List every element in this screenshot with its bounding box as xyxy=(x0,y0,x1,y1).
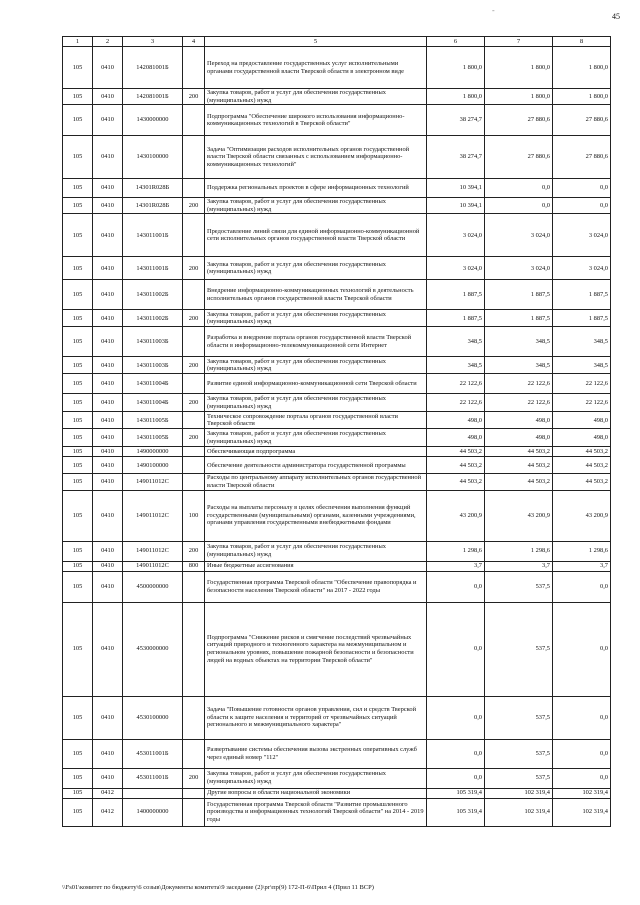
amount-year-2: 537,5 xyxy=(485,768,553,788)
target-article-code: 149011012С xyxy=(123,561,183,571)
table-row xyxy=(63,788,611,798)
grbs-code: 105 xyxy=(63,739,93,768)
amount-year-3: 0,0 xyxy=(553,739,611,768)
amount-year-1: 348,5 xyxy=(427,327,485,357)
target-article-code: 143011002Б xyxy=(123,310,183,327)
expense-type-code xyxy=(183,602,205,696)
amount-year-2: 1 298,6 xyxy=(485,541,553,561)
table-row xyxy=(63,374,611,394)
grbs-code: 105 xyxy=(63,561,93,571)
target-article-code: 1430000000 xyxy=(123,105,183,136)
amount-year-3: 498,0 xyxy=(553,412,611,429)
amount-year-1: 1 800,0 xyxy=(427,89,485,105)
expense-type-code: 100 xyxy=(183,490,205,541)
amount-year-2: 537,5 xyxy=(485,571,553,602)
target-article-code: 143011004Б xyxy=(123,394,183,412)
amount-year-3: 102 319,4 xyxy=(553,788,611,798)
target-article-code: 142081001Б xyxy=(123,89,183,105)
item-name: Предоставление линий связи для единой информационно-коммуникационной сети исполнительных органов государственной власти Тверской области xyxy=(205,214,427,257)
grbs-code: 105 xyxy=(63,490,93,541)
expense-type-code: 200 xyxy=(183,357,205,374)
table-body xyxy=(63,47,611,827)
table-row xyxy=(63,280,611,310)
amount-year-3: 348,5 xyxy=(553,357,611,374)
amount-year-2: 0,0 xyxy=(485,198,553,214)
section-code: 0410 xyxy=(93,602,123,696)
amount-year-1: 1 887,5 xyxy=(427,310,485,327)
table-row xyxy=(63,429,611,447)
page-number: 45 xyxy=(612,12,620,21)
amount-year-1: 38 274,7 xyxy=(427,136,485,179)
section-code: 0410 xyxy=(93,357,123,374)
table-row xyxy=(63,394,611,412)
footer-file-path: \\Fs01\комитет по бюджету\6 созыв\Документы комитета\9 заседание (2)\рг\пр(9) 172-П-6\Прил 4 (Прил 11 ВСР) xyxy=(62,884,374,891)
expense-type-code xyxy=(183,798,205,826)
target-article-code: 453011001Б xyxy=(123,739,183,768)
amount-year-2: 3 024,0 xyxy=(485,257,553,280)
column-header: 6 xyxy=(427,37,485,47)
table-row xyxy=(63,310,611,327)
amount-year-3: 1 887,5 xyxy=(553,310,611,327)
target-article-code: 453011001Б xyxy=(123,768,183,788)
amount-year-2: 3,7 xyxy=(485,561,553,571)
amount-year-3: 44 503,2 xyxy=(553,457,611,474)
amount-year-2: 537,5 xyxy=(485,739,553,768)
amount-year-3: 0,0 xyxy=(553,602,611,696)
grbs-code: 105 xyxy=(63,357,93,374)
amount-year-3: 0,0 xyxy=(553,696,611,739)
item-name: Обеспечение деятельности администратора государственной программы xyxy=(205,457,427,474)
section-code: 0410 xyxy=(93,394,123,412)
grbs-code: 105 xyxy=(63,327,93,357)
target-article-code: 4530000000 xyxy=(123,602,183,696)
item-name: Закупка товаров, работ и услуг для обеспечения государственных (муниципальных) нужд xyxy=(205,768,427,788)
section-code: 0410 xyxy=(93,89,123,105)
grbs-code: 105 xyxy=(63,457,93,474)
target-article-code: 143011004Б xyxy=(123,374,183,394)
section-code: 0410 xyxy=(93,490,123,541)
amount-year-3: 1 887,5 xyxy=(553,280,611,310)
grbs-code: 105 xyxy=(63,447,93,457)
expense-type-code: 200 xyxy=(183,429,205,447)
section-code: 0410 xyxy=(93,561,123,571)
table-row xyxy=(63,89,611,105)
amount-year-1: 38 274,7 xyxy=(427,105,485,136)
expense-type-code xyxy=(183,179,205,198)
column-header: 7 xyxy=(485,37,553,47)
amount-year-2: 44 503,2 xyxy=(485,474,553,490)
target-article-code: 1490000000 xyxy=(123,447,183,457)
amount-year-1: 0,0 xyxy=(427,768,485,788)
expense-type-code xyxy=(183,47,205,89)
amount-year-1: 3 024,0 xyxy=(427,257,485,280)
amount-year-2: 43 200,9 xyxy=(485,490,553,541)
item-name: Расходы по центральному аппарату исполнительных органов государственной власти Тверской области xyxy=(205,474,427,490)
section-code: 0410 xyxy=(93,327,123,357)
amount-year-1: 3 024,0 xyxy=(427,214,485,257)
target-article-code: 1490100000 xyxy=(123,457,183,474)
table-row xyxy=(63,561,611,571)
item-name: Задача "Оптимизация расходов исполнительных органов государственной власти Тверской области связанных с использованием информационно-коммуникационных технологий" xyxy=(205,136,427,179)
grbs-code: 105 xyxy=(63,136,93,179)
table-row xyxy=(63,696,611,739)
amount-year-2: 1 800,0 xyxy=(485,47,553,89)
section-code: 0410 xyxy=(93,179,123,198)
expense-type-code xyxy=(183,105,205,136)
expense-type-code xyxy=(183,447,205,457)
section-code: 0410 xyxy=(93,47,123,89)
target-article-code: 143011003Б xyxy=(123,327,183,357)
section-code: 0410 xyxy=(93,280,123,310)
amount-year-2: 102 319,4 xyxy=(485,788,553,798)
amount-year-3: 0,0 xyxy=(553,198,611,214)
amount-year-1: 0,0 xyxy=(427,739,485,768)
amount-year-1: 44 503,2 xyxy=(427,474,485,490)
section-code: 0410 xyxy=(93,447,123,457)
table-row xyxy=(63,179,611,198)
amount-year-2: 22 122,6 xyxy=(485,374,553,394)
amount-year-3: 498,0 xyxy=(553,429,611,447)
amount-year-3: 0,0 xyxy=(553,179,611,198)
amount-year-2: 27 880,6 xyxy=(485,105,553,136)
amount-year-1: 0,0 xyxy=(427,571,485,602)
table-row xyxy=(63,447,611,457)
amount-year-1: 22 122,6 xyxy=(427,394,485,412)
section-code: 0410 xyxy=(93,429,123,447)
amount-year-1: 105 319,4 xyxy=(427,788,485,798)
scan-mark: - xyxy=(492,6,495,15)
column-header: 3 xyxy=(123,37,183,47)
target-article-code: 149011012С xyxy=(123,541,183,561)
item-name: Государственная программа Тверской области "Развитие промышленного производства и информационных технологий Тверской области" на 2014 - 2019 годы xyxy=(205,798,427,826)
grbs-code: 105 xyxy=(63,257,93,280)
column-header: 1 xyxy=(63,37,93,47)
item-name: Закупка товаров, работ и услуг для обеспечения государственных (муниципальных) нужд xyxy=(205,357,427,374)
amount-year-2: 537,5 xyxy=(485,602,553,696)
amount-year-3: 0,0 xyxy=(553,571,611,602)
expense-type-code xyxy=(183,374,205,394)
amount-year-1: 0,0 xyxy=(427,696,485,739)
expense-type-code: 200 xyxy=(183,257,205,280)
item-name: Закупка товаров, работ и услуг для обеспечения государственных (муниципальных) нужд xyxy=(205,257,427,280)
amount-year-3: 1 298,6 xyxy=(553,541,611,561)
grbs-code: 105 xyxy=(63,571,93,602)
amount-year-1: 44 503,2 xyxy=(427,457,485,474)
amount-year-3: 0,0 xyxy=(553,768,611,788)
grbs-code: 105 xyxy=(63,768,93,788)
amount-year-2: 22 122,6 xyxy=(485,394,553,412)
column-header: 2 xyxy=(93,37,123,47)
expense-type-code xyxy=(183,136,205,179)
expense-type-code xyxy=(183,696,205,739)
item-name: Закупка товаров, работ и услуг для обеспечения государственных (муниципальных) нужд xyxy=(205,198,427,214)
section-code: 0410 xyxy=(93,541,123,561)
amount-year-3: 22 122,6 xyxy=(553,374,611,394)
item-name: Закупка товаров, работ и услуг для обеспечения государственных (муниципальных) нужд xyxy=(205,89,427,105)
grbs-code: 105 xyxy=(63,412,93,429)
amount-year-3: 3,7 xyxy=(553,561,611,571)
expense-type-code: 200 xyxy=(183,310,205,327)
amount-year-2: 44 503,2 xyxy=(485,447,553,457)
amount-year-3: 43 200,9 xyxy=(553,490,611,541)
amount-year-3: 1 800,0 xyxy=(553,89,611,105)
section-code: 0410 xyxy=(93,136,123,179)
grbs-code: 105 xyxy=(63,602,93,696)
target-article-code: 142081001Б xyxy=(123,47,183,89)
grbs-code: 105 xyxy=(63,788,93,798)
section-code: 0410 xyxy=(93,214,123,257)
table-row xyxy=(63,136,611,179)
grbs-code: 105 xyxy=(63,105,93,136)
target-article-code: 149011012С xyxy=(123,490,183,541)
target-article-code: 143011005Б xyxy=(123,412,183,429)
amount-year-2: 1 887,5 xyxy=(485,280,553,310)
item-name: Другие вопросы в области национальной экономики xyxy=(205,788,427,798)
amount-year-1: 10 394,1 xyxy=(427,179,485,198)
amount-year-1: 1 887,5 xyxy=(427,280,485,310)
section-code: 0410 xyxy=(93,198,123,214)
section-code: 0410 xyxy=(93,105,123,136)
target-article-code xyxy=(123,788,183,798)
section-code: 0410 xyxy=(93,474,123,490)
amount-year-2: 348,5 xyxy=(485,327,553,357)
item-name: Расходы на выплаты персоналу в целях обеспечения выполнения функций государственными (муниципальными) органами, казенными учреждениями, органами управления государственными внебюджетными фондами xyxy=(205,490,427,541)
target-article-code: 143011001Б xyxy=(123,214,183,257)
item-name: Внедрение информационно-коммуникационных технологий в деятельность исполнительных органов государственной власти Тверской области xyxy=(205,280,427,310)
grbs-code: 105 xyxy=(63,474,93,490)
expense-type-code xyxy=(183,788,205,798)
grbs-code: 105 xyxy=(63,696,93,739)
section-code: 0410 xyxy=(93,457,123,474)
table-row xyxy=(63,474,611,490)
amount-year-2: 3 024,0 xyxy=(485,214,553,257)
table-row xyxy=(63,768,611,788)
amount-year-3: 348,5 xyxy=(553,327,611,357)
expense-type-code: 800 xyxy=(183,561,205,571)
amount-year-3: 3 024,0 xyxy=(553,257,611,280)
grbs-code: 105 xyxy=(63,47,93,89)
amount-year-3: 27 880,6 xyxy=(553,136,611,179)
item-name: Техническое сопровождение портала органов государственной власти Тверской области xyxy=(205,412,427,429)
amount-year-3: 22 122,6 xyxy=(553,394,611,412)
amount-year-1: 44 503,2 xyxy=(427,447,485,457)
item-name: Закупка товаров, работ и услуг для обеспечения государственных (муниципальных) нужд xyxy=(205,394,427,412)
amount-year-1: 105 319,4 xyxy=(427,798,485,826)
section-code: 0410 xyxy=(93,412,123,429)
section-code: 0410 xyxy=(93,696,123,739)
table-row xyxy=(63,739,611,768)
table-row xyxy=(63,47,611,89)
section-code: 0412 xyxy=(93,798,123,826)
item-name: Иные бюджетные ассигнования xyxy=(205,561,427,571)
table-row xyxy=(63,798,611,826)
amount-year-1: 3,7 xyxy=(427,561,485,571)
expense-type-code: 200 xyxy=(183,394,205,412)
amount-year-3: 44 503,2 xyxy=(553,474,611,490)
table-row xyxy=(63,198,611,214)
grbs-code: 105 xyxy=(63,798,93,826)
section-code: 0410 xyxy=(93,571,123,602)
grbs-code: 105 xyxy=(63,541,93,561)
amount-year-1: 10 394,1 xyxy=(427,198,485,214)
target-article-code: 1430100000 xyxy=(123,136,183,179)
column-header: 5 xyxy=(205,37,427,47)
item-name: Поддержка региональных проектов в сфере информационных технологий xyxy=(205,179,427,198)
amount-year-3: 3 024,0 xyxy=(553,214,611,257)
expense-type-code xyxy=(183,280,205,310)
target-article-code: 14301R028Б xyxy=(123,198,183,214)
item-name: Разработка и внедрение портала органов государственной власти Тверской области в информационно-телекоммуникационной сети Интернет xyxy=(205,327,427,357)
column-header: 8 xyxy=(553,37,611,47)
expense-type-code xyxy=(183,214,205,257)
target-article-code: 149011012С xyxy=(123,474,183,490)
target-article-code: 1400000000 xyxy=(123,798,183,826)
amount-year-1: 43 200,9 xyxy=(427,490,485,541)
amount-year-2: 498,0 xyxy=(485,412,553,429)
expense-type-code: 200 xyxy=(183,89,205,105)
grbs-code: 105 xyxy=(63,394,93,412)
grbs-code: 105 xyxy=(63,214,93,257)
column-header: 4 xyxy=(183,37,205,47)
table-row xyxy=(63,327,611,357)
item-name: Закупка товаров, работ и услуг для обеспечения государственных (муниципальных) нужд xyxy=(205,310,427,327)
amount-year-2: 498,0 xyxy=(485,429,553,447)
expense-type-code: 200 xyxy=(183,768,205,788)
table-row xyxy=(63,457,611,474)
table-row xyxy=(63,257,611,280)
table-row xyxy=(63,412,611,429)
target-article-code: 4500000000 xyxy=(123,571,183,602)
section-code: 0410 xyxy=(93,257,123,280)
table-row xyxy=(63,357,611,374)
grbs-code: 105 xyxy=(63,198,93,214)
item-name: Развертывание системы обеспечения вызова экстренных оперативных служб через единый номер "112" xyxy=(205,739,427,768)
item-name: Закупка товаров, работ и услуг для обеспечения государственных (муниципальных) нужд xyxy=(205,429,427,447)
table-row xyxy=(63,214,611,257)
item-name: Закупка товаров, работ и услуг для обеспечения государственных (муниципальных) нужд xyxy=(205,541,427,561)
grbs-code: 105 xyxy=(63,429,93,447)
item-name: Задача "Повышение готовности органов управления, сил и средств Тверской области к защите населения и территорий от чрезвычайных ситуаций регионального и межмуниципального характера" xyxy=(205,696,427,739)
expense-type-code xyxy=(183,327,205,357)
item-name: Подпрограмма "Снижение рисков и смягчение последствий чрезвычайных ситуаций природного и техногенного характера на межмуниципальном и региональном уровнях, повышение пожарной безопасности и безопасности людей на водных объектах на территории Тверской области" xyxy=(205,602,427,696)
target-article-code: 143011003Б xyxy=(123,357,183,374)
section-code: 0410 xyxy=(93,768,123,788)
amount-year-1: 22 122,6 xyxy=(427,374,485,394)
table-row xyxy=(63,571,611,602)
amount-year-1: 498,0 xyxy=(427,412,485,429)
section-code: 0410 xyxy=(93,739,123,768)
item-name: Обеспечивающая подпрограмма xyxy=(205,447,427,457)
budget-table xyxy=(62,36,611,827)
amount-year-3: 1 800,0 xyxy=(553,47,611,89)
target-article-code: 4530100000 xyxy=(123,696,183,739)
table-row xyxy=(63,105,611,136)
amount-year-2: 1 887,5 xyxy=(485,310,553,327)
amount-year-2: 1 800,0 xyxy=(485,89,553,105)
grbs-code: 105 xyxy=(63,179,93,198)
item-name: Государственная программа Тверской области "Обеспечение правопорядка и безопасности населения Тверской области" на 2017 - 2022 годы xyxy=(205,571,427,602)
amount-year-1: 348,5 xyxy=(427,357,485,374)
expense-type-code xyxy=(183,412,205,429)
grbs-code: 105 xyxy=(63,374,93,394)
amount-year-2: 537,5 xyxy=(485,696,553,739)
expense-type-code: 200 xyxy=(183,541,205,561)
amount-year-2: 0,0 xyxy=(485,179,553,198)
table-row xyxy=(63,602,611,696)
amount-year-1: 0,0 xyxy=(427,602,485,696)
amount-year-1: 1 298,6 xyxy=(427,541,485,561)
amount-year-3: 102 319,4 xyxy=(553,798,611,826)
amount-year-2: 348,5 xyxy=(485,357,553,374)
expense-type-code xyxy=(183,457,205,474)
expense-type-code xyxy=(183,474,205,490)
target-article-code: 143011001Б xyxy=(123,257,183,280)
amount-year-1: 498,0 xyxy=(427,429,485,447)
header-row xyxy=(63,37,611,47)
grbs-code: 105 xyxy=(63,280,93,310)
amount-year-1: 1 800,0 xyxy=(427,47,485,89)
target-article-code: 143011002Б xyxy=(123,280,183,310)
amount-year-2: 27 880,6 xyxy=(485,136,553,179)
section-code: 0410 xyxy=(93,374,123,394)
target-article-code: 14301R028Б xyxy=(123,179,183,198)
item-name: Подпрограмма "Обеспечение широкого использования информационно-коммуникационных технологий в Тверской области" xyxy=(205,105,427,136)
amount-year-2: 44 503,2 xyxy=(485,457,553,474)
table-row xyxy=(63,541,611,561)
grbs-code: 105 xyxy=(63,89,93,105)
table-row xyxy=(63,490,611,541)
section-code: 0412 xyxy=(93,788,123,798)
expense-type-code: 200 xyxy=(183,198,205,214)
expense-type-code xyxy=(183,571,205,602)
expense-type-code xyxy=(183,739,205,768)
item-name: Развитие единой информационно-коммуникационной сети Тверской области xyxy=(205,374,427,394)
item-name: Переход на предоставление государственных услуг исполнительными органами государственной власти Тверской области в электронном виде xyxy=(205,47,427,89)
amount-year-2: 102 319,4 xyxy=(485,798,553,826)
section-code: 0410 xyxy=(93,310,123,327)
amount-year-3: 27 880,6 xyxy=(553,105,611,136)
grbs-code: 105 xyxy=(63,310,93,327)
target-article-code: 143011005Б xyxy=(123,429,183,447)
amount-year-3: 44 503,2 xyxy=(553,447,611,457)
